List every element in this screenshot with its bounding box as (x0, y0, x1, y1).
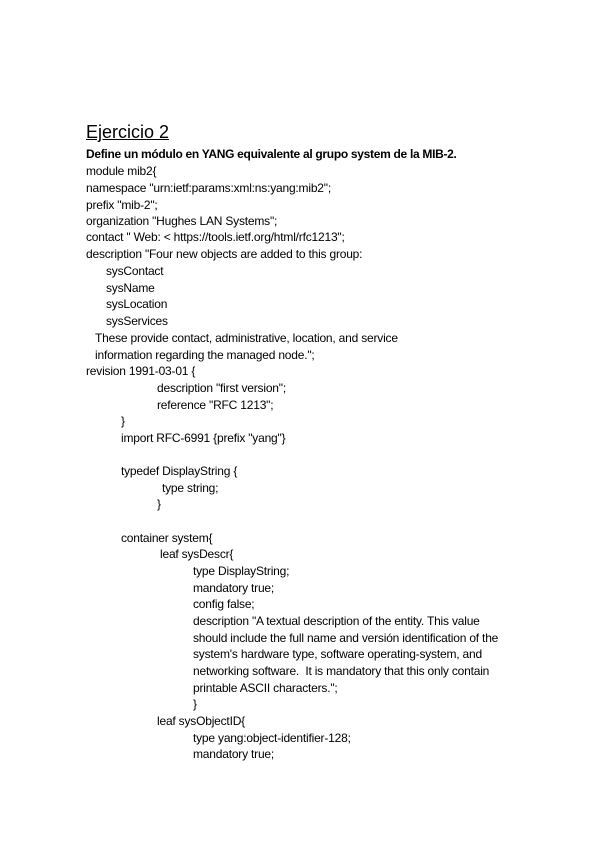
code-line: typedef DisplayString { (121, 464, 238, 478)
code-line: system's hardware type, software operating-system, and (193, 647, 482, 661)
code-line: information regarding the managed node."; (95, 348, 315, 362)
code-line: description "first version"; (157, 381, 286, 395)
code-line: type DisplayString; (193, 564, 290, 578)
code-line: printable ASCII characters."; (193, 681, 338, 695)
code-line: type string; (162, 481, 219, 495)
code-line: sysContact (106, 264, 164, 278)
code-line: import RFC-6991 {prefix "yang"} (121, 431, 286, 445)
code-line: module mib2{ (86, 164, 157, 178)
code-line: reference "RFC 1213"; (157, 398, 274, 412)
code-line: should include the full name and versión identification of the (193, 631, 499, 645)
exercise-title: Ejercicio 2 (86, 122, 170, 142)
code-line: sysName (106, 281, 155, 295)
code-line: description "Four new objects are added to this group: (86, 247, 363, 261)
code-line: container system{ (121, 531, 213, 545)
code-line: sysServices (106, 314, 168, 328)
code-line: } (121, 414, 125, 428)
exercise-statement: Define un módulo en YANG equivalente al grupo system de la MIB-2. (86, 147, 457, 161)
code-line: config false; (193, 597, 255, 611)
code-line: type yang:object-identifier-128; (193, 731, 351, 745)
code-line: namespace "urn:ietf:params:xml:ns:yang:mib2"; (86, 181, 331, 195)
code-line: organization "Hughes LAN Systems"; (86, 214, 278, 228)
code-line: prefix "mib-2"; (86, 198, 158, 212)
code-line: } (193, 697, 197, 711)
code-line: contact " Web: < https://tools.ietf.org/html/rfc1213"; (86, 230, 345, 244)
code-line: mandatory true; (193, 581, 275, 595)
code-line: sysLocation (106, 297, 168, 311)
code-line: networking software. It is mandatory that this only contain (193, 664, 490, 678)
code-line: revision 1991-03-01 { (86, 364, 196, 378)
code-line: mandatory true; (193, 747, 275, 761)
code-line: These provide contact, administrative, location, and service (95, 331, 398, 345)
code-line: } (157, 497, 161, 511)
code-line: description "A textual description of the entity. This value (193, 614, 480, 628)
code-line: leaf sysObjectID{ (157, 714, 245, 728)
code-line: leaf sysDescr{ (160, 547, 234, 561)
